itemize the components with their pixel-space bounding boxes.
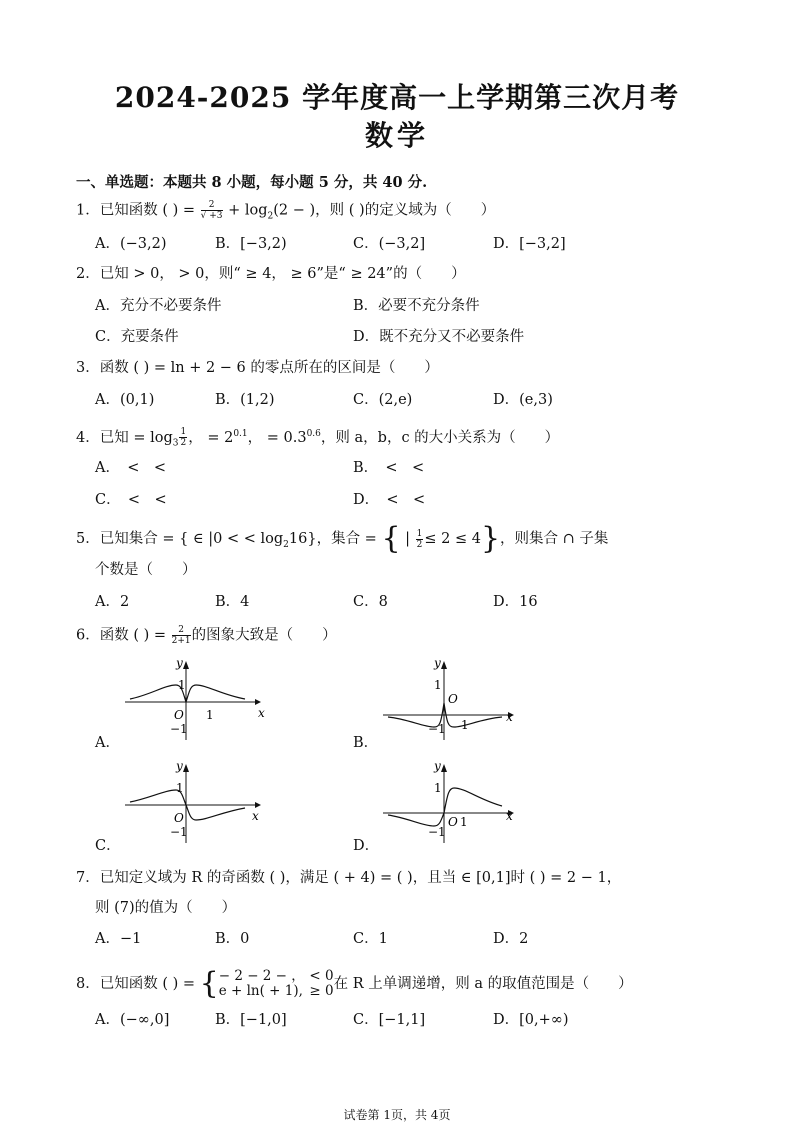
q8-row-2: e + ln( + 1), bbox=[218, 983, 303, 999]
q6-option-a: A． bbox=[95, 735, 120, 751]
origin-label: O bbox=[448, 692, 458, 706]
neg-one-label: −1 bbox=[428, 825, 446, 839]
y-axis-arrow bbox=[441, 661, 447, 669]
q8-piecewise-expr bbox=[219, 969, 305, 999]
q5-frac-den: 2 bbox=[416, 539, 423, 550]
q4-option-b: B． < < bbox=[353, 460, 425, 476]
q5-text-e: ，则集合 ∩ 子集 bbox=[500, 531, 609, 547]
q5-log-base: 2 bbox=[283, 539, 289, 550]
y-axis-arrow bbox=[183, 764, 189, 772]
question-5 bbox=[76, 521, 609, 556]
q1-log-base: 2 bbox=[267, 211, 274, 222]
exam-title: 2024-2025 学年度高一上学期第三次月考 bbox=[114, 81, 680, 114]
curve bbox=[130, 685, 245, 702]
question-8 bbox=[76, 966, 633, 1001]
q6-frac-den: 2+1 bbox=[171, 636, 191, 646]
q1-option-d: D．[−3,2] bbox=[493, 236, 566, 252]
q6-text-b: 的图象大致是（ ） bbox=[191, 627, 337, 644]
q4-option-a: A． < < bbox=[95, 460, 167, 476]
q6-graph-d bbox=[378, 758, 528, 848]
q4-log-base: 3 bbox=[172, 438, 179, 449]
q8-text-a: 8．已知函数 ( ) = bbox=[76, 976, 200, 992]
question-3: 3．函数 ( ) = ln + 2 − 6 的零点所在的区间是（ ） bbox=[76, 360, 439, 376]
q4-text-c: ， = 0.3 bbox=[247, 429, 307, 446]
q5-option-a: A．2 bbox=[95, 594, 130, 610]
q8-cond-2: ≥ 0 bbox=[309, 983, 334, 999]
q4-fraction bbox=[179, 427, 187, 448]
q3-option-c: C．(2,e) bbox=[353, 392, 413, 408]
q5-text-a: 5．已知集合 = { ∈ |0 < < log bbox=[76, 531, 284, 547]
x-axis-arrow bbox=[255, 802, 261, 808]
neg-one-label: −1 bbox=[428, 722, 446, 736]
q5-text-c: | bbox=[400, 531, 415, 547]
question-5-line2: 个数是（ ） bbox=[95, 562, 197, 578]
q1-option-b: B．[−3,2) bbox=[215, 236, 287, 252]
q7-option-d: D．2 bbox=[493, 931, 529, 947]
q8-row-1: − 2 − 2 − ， bbox=[218, 968, 305, 984]
q6-fraction bbox=[172, 625, 191, 646]
q4-option-c: C． < < bbox=[95, 492, 167, 508]
q3-option-d: D．(e,3) bbox=[493, 392, 553, 408]
q6-option-b: B． bbox=[353, 735, 379, 751]
q1-text-c: (2 − )，则 ( )的定义域为（ ） bbox=[273, 202, 496, 219]
q4-exp-2: 0.6 bbox=[306, 429, 321, 439]
y-one-label: 1 bbox=[434, 678, 442, 692]
origin-label: O bbox=[174, 708, 184, 722]
curve bbox=[388, 788, 502, 826]
q1-text-a: 1．已知函数 ( ) = bbox=[76, 202, 200, 219]
y-label: y bbox=[176, 656, 183, 670]
q2-option-b: B．必要不充分条件 bbox=[353, 298, 480, 314]
question-1 bbox=[76, 200, 495, 226]
q8-option-d: D．[0,+∞) bbox=[493, 1012, 569, 1028]
q5-text-d: ≤ 2 ≤ 4 bbox=[424, 531, 481, 547]
q6-option-c: C． bbox=[95, 838, 121, 854]
q6-option-d: D． bbox=[353, 838, 380, 854]
q2-option-a: A．充分不必要条件 bbox=[95, 298, 222, 314]
x-axis-arrow bbox=[255, 699, 261, 705]
q1-option-c: C．(−3,2] bbox=[353, 236, 426, 252]
q8-option-b: B．[−1,0] bbox=[215, 1012, 287, 1028]
q7-option-a: A．−1 bbox=[95, 931, 142, 947]
x-label: x bbox=[506, 809, 513, 823]
subject-title: 数学 bbox=[364, 119, 429, 152]
q1-frac-den: √ +3 bbox=[200, 211, 223, 221]
q3-option-b: B．(1,2) bbox=[215, 392, 275, 408]
q4-text-b: ， = 2 bbox=[188, 429, 234, 446]
x-label: x bbox=[506, 710, 513, 724]
question-7-line2: 则 (7)的值为（ ） bbox=[95, 900, 237, 916]
q5-left-brace: { bbox=[381, 521, 401, 556]
q5-frac-num: 1 bbox=[416, 528, 423, 539]
q5-option-b: B．4 bbox=[215, 594, 250, 610]
q5-option-d: D．16 bbox=[493, 594, 538, 610]
q5-fraction bbox=[416, 529, 424, 550]
q4-frac-num: 1 bbox=[180, 427, 187, 438]
q5-right-brace: } bbox=[480, 521, 501, 556]
q6-graph-b bbox=[378, 655, 528, 745]
y-label: y bbox=[434, 759, 441, 773]
y-one-label: 1 bbox=[178, 678, 186, 692]
q1-fraction bbox=[201, 200, 223, 221]
q6-frac-num: 2 bbox=[172, 625, 191, 636]
origin-label: O bbox=[174, 811, 184, 825]
question-7: 7．已知定义域为 R 的奇函数 ( )，满足 ( + 4) = ( )，且当 ∈ [0,1]时 ( ) = 2 − 1， bbox=[76, 870, 622, 886]
q1-frac-num: 2 bbox=[201, 200, 223, 211]
q4-exp-1: 0.1 bbox=[233, 429, 248, 439]
q7-option-b: B．0 bbox=[215, 931, 250, 947]
q2-option-d: D．既不充分又不必要条件 bbox=[353, 329, 525, 345]
page-footer: 试卷第 1页，共 4页 bbox=[343, 1108, 451, 1122]
one-label: 1 bbox=[206, 708, 214, 722]
q3-option-a: A．(0,1) bbox=[95, 392, 155, 408]
q4-text-a: 4．已知 = log bbox=[76, 429, 173, 446]
q5-text-b: 16}，集合 = bbox=[288, 531, 382, 547]
y-one-label: 1 bbox=[434, 781, 442, 795]
origin-label: O bbox=[448, 815, 458, 829]
q6-graph-a bbox=[120, 655, 270, 745]
q5-option-c: C．8 bbox=[353, 594, 388, 610]
y-one-label: 1 bbox=[176, 781, 184, 795]
q8-option-c: C．[−1,1] bbox=[353, 1012, 426, 1028]
question-2: 2．已知 > 0， > 0，则“ ≥ 4， ≥ 6”是“ ≥ 24”的（ ） bbox=[76, 266, 466, 282]
question-6 bbox=[76, 625, 337, 646]
q7-option-c: C．1 bbox=[353, 931, 388, 947]
neg-one-label: −1 bbox=[170, 722, 188, 736]
x-label: x bbox=[252, 809, 259, 823]
q8-cond-1: < 0 bbox=[309, 968, 334, 984]
q1-text-b: + log bbox=[223, 202, 268, 219]
y-label: y bbox=[176, 759, 183, 773]
y-axis-arrow bbox=[441, 764, 447, 772]
one-label: 1 bbox=[460, 815, 468, 829]
x-label: x bbox=[258, 706, 265, 720]
y-label: y bbox=[434, 656, 441, 670]
q8-left-brace: { bbox=[199, 966, 219, 1001]
q8-piecewise-cond bbox=[309, 969, 333, 999]
q8-text-b: 在 R 上单调递增，则 a 的取值范围是（ ） bbox=[333, 976, 633, 992]
section-heading: 一、单选题：本题共 8 小题，每小题 5 分，共 40 分. bbox=[76, 174, 428, 191]
q4-option-d: D． < < bbox=[353, 492, 426, 508]
question-4 bbox=[76, 424, 559, 454]
one-label: 1 bbox=[461, 718, 469, 732]
neg-one-label: −1 bbox=[170, 825, 188, 839]
q4-text-d: ，则 a，b，c 的大小关系为（ ） bbox=[320, 429, 560, 446]
q6-text-a: 6．函数 ( ) = bbox=[76, 627, 171, 644]
q8-option-a: A．(−∞,0] bbox=[95, 1012, 170, 1028]
q6-graph-c bbox=[120, 758, 270, 848]
q1-option-a: A．(−3,2) bbox=[95, 236, 167, 252]
q2-option-c: C．充要条件 bbox=[95, 329, 179, 345]
q4-frac-den: 2 bbox=[180, 438, 187, 449]
y-axis-arrow bbox=[183, 661, 189, 669]
